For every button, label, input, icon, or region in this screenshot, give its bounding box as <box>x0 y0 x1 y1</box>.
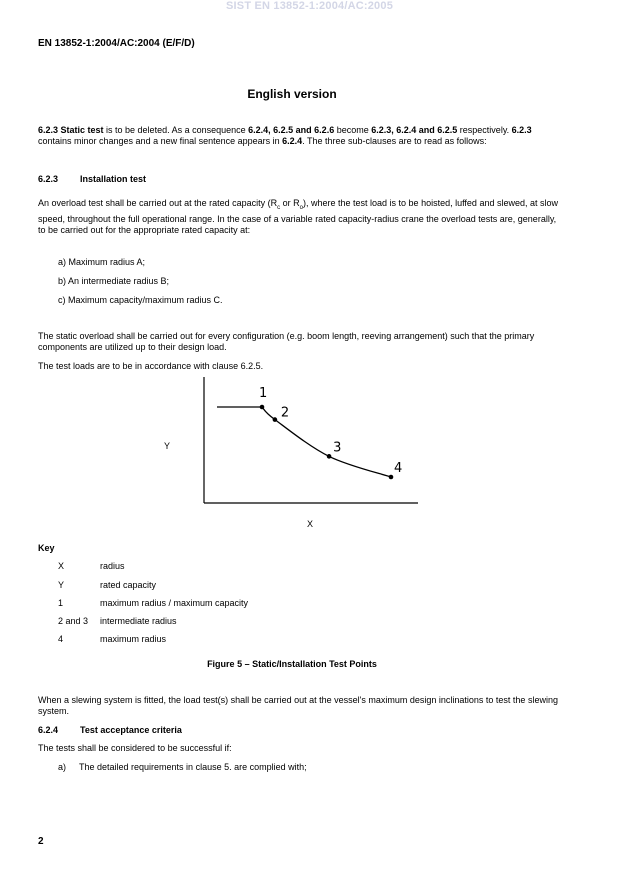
intro-part: contains minor changes and a new final sentence appears in <box>38 136 283 146</box>
section-heading-623 <box>38 174 146 184</box>
key-symbol: Y <box>58 580 65 590</box>
y-axis-label: Y <box>164 441 171 451</box>
page-number: 2 <box>38 836 44 847</box>
key-row <box>58 561 125 571</box>
key-row <box>58 598 248 608</box>
test-point-1 <box>260 405 265 410</box>
version-title: English version <box>247 87 337 101</box>
test-point-2 <box>273 417 278 422</box>
criteria-marker: a) <box>58 762 67 772</box>
successful-paragraph: The tests shall be considered to be successful if: <box>38 743 232 753</box>
key-description: maximum radius / maximum capacity <box>100 598 249 608</box>
intro-paragraph <box>38 125 558 147</box>
key-description: rated capacity <box>100 580 157 590</box>
list-item: a) Maximum radius A; <box>58 257 146 267</box>
test-point-3 <box>327 454 332 459</box>
test-point-4 <box>389 475 394 480</box>
watermark: SIST EN 13852-1:2004/AC:2005 <box>225 0 394 12</box>
key-symbol: 1 <box>58 598 64 608</box>
section-title: Installation test <box>80 174 147 184</box>
key-description: intermediate radius <box>100 616 177 626</box>
key-title: Key <box>38 543 55 553</box>
key-row <box>58 580 156 590</box>
figure-5 <box>150 372 430 542</box>
point-label-4: 4 <box>394 461 403 476</box>
static-overload-paragraph: The static overload shall be carried out for every configuration (e.g. boom length, reeving arrangement) such that the primary components are utilized up to their design load. <box>38 331 535 352</box>
point-label-3: 3 <box>333 440 342 456</box>
key-description: maximum radius <box>100 634 167 644</box>
list-item: b) An intermediate radius B; <box>58 276 170 286</box>
section-number: 6.2.4 <box>38 725 59 735</box>
intro-part: become <box>334 125 372 135</box>
overload-sub: o <box>299 204 303 211</box>
key-symbol: 4 <box>58 634 64 644</box>
point-label-2: 2 <box>280 405 290 421</box>
intro-part: . The three sub-clauses are to read as follows: <box>302 136 487 146</box>
key-description: radius <box>100 561 125 571</box>
section-number: 6.2.3 <box>38 174 59 184</box>
overload-part: or R <box>280 198 300 208</box>
criteria-text: The detailed requirements in clause 5. are complied with; <box>79 762 307 772</box>
x-axis-label: X <box>307 519 314 529</box>
criteria-item-a <box>58 762 558 773</box>
overload-sub: c <box>277 204 281 211</box>
intro-part: is to be deleted. As a consequence <box>103 125 249 135</box>
intro-part: 6.2.3 Static test <box>38 125 104 135</box>
section-title: Test acceptance criteria <box>80 725 182 735</box>
overload-part: An overload test shall be carried out at the rated capacity (R <box>38 198 278 208</box>
key-row <box>58 634 166 644</box>
figure-svg <box>150 372 430 537</box>
key-symbol: X <box>58 561 65 571</box>
intro-part: 6.2.3 <box>511 125 532 135</box>
intro-part: respectively. <box>457 125 512 135</box>
intro-part: 6.2.4, 6.2.5 and 6.2.6 <box>248 125 335 135</box>
key-symbol: 2 and 3 <box>58 616 89 626</box>
section-heading-624 <box>38 725 182 735</box>
slewing-paragraph: When a slewing system is fitted, the load test(s) shall be carried out at the vessel's maximum design inclinations to test the slewing system. <box>38 695 558 716</box>
intro-part: 6.2.3, 6.2.4 and 6.2.5 <box>371 125 458 135</box>
overload-paragraph <box>38 198 558 236</box>
figure-caption: Figure 5 – Static/Installation Test Points <box>207 659 377 669</box>
intro-part: 6.2.4 <box>282 136 303 146</box>
overload-part: ), where the test load is to be hoisted, luffed and slewed, at slow speed, throughout the full operational range. In the case of a variable rated capacity-radius crane the overload tests are, generally, to be carried out for the appropriate rated capacity at: <box>38 198 558 235</box>
capacity-curve <box>217 407 391 477</box>
point-label-1: 1 <box>259 386 268 401</box>
test-loads-paragraph: The test loads are to be in accordance with clause 6.2.5. <box>38 361 264 371</box>
document-id: EN 13852-1:2004/AC:2004 (E/F/D) <box>38 38 195 49</box>
list-item: c) Maximum capacity/maximum radius C. <box>58 295 223 305</box>
key-row <box>58 616 177 626</box>
